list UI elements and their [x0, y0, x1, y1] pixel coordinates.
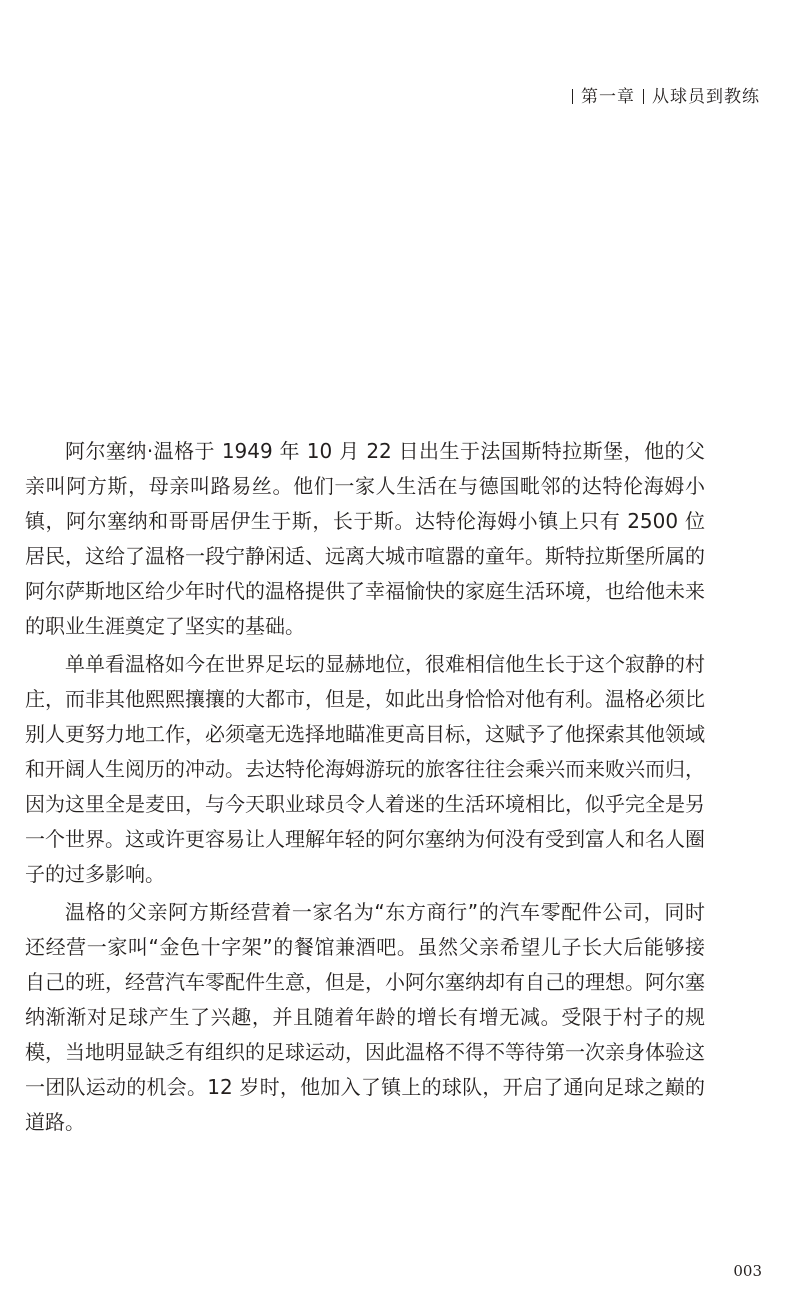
page-number: 003 — [733, 1262, 762, 1280]
header-divider — [643, 89, 644, 104]
running-header — [564, 82, 760, 107]
paragraph: 温格的父亲阿方斯经营着一家名为“东方商行”的汽车零配件公司，同时还经营一家叫“金色十字架”的餐馆兼酒吧。虽然父亲希望儿子长大后能够接自己的班，经营汽车零配件生意，但是，小阿尔塞纳却有自己的理想。阿尔塞纳渐渐对足球产生了兴趣，并且随着年龄的增长有增无减。受限于村子的规模，当地明显缺乏有组织的足球运动，因此温格不得不等待第一次亲身体验这一团队运动的机会。12 岁时，他加入了镇上的球队，开启了通向足球之巅的道路。 — [25, 900, 705, 1134]
chapter-title: 从球员到教练 — [652, 87, 760, 107]
chapter-label: 第一章 — [581, 87, 635, 107]
header-divider — [572, 89, 573, 104]
body-text — [25, 434, 705, 1143]
paragraph: 单单看温格如今在世界足坛的显赫地位，很难相信他生长于这个寂静的村庄，而非其他熙熙攘攘的大都市，但是，如此出身恰恰对他有利。温格必须比别人更努力地工作，必须毫无选择地瞄准更高目标，这赋予了他探索其他领域和开阔人生阅历的冲动。去达特伦海姆游玩的旅客往往会乘兴而来败兴而归，因为这里全是麦田，与今天职业球员令人着迷的生活环境相比，似乎完全是另一个世界。这或许更容易让人理解年轻的阿尔塞纳为何没有受到富人和名人圈子的过多影响。 — [25, 652, 705, 886]
paragraph: 阿尔塞纳·温格于 1949 年 10 月 22 日出生于法国斯特拉斯堡，他的父亲叫阿方斯，母亲叫路易丝。他们一家人生活在与德国毗邻的达特伦海姆小镇，阿尔塞纳和哥哥居伊生于斯，长于斯。达特伦海姆小镇上只有 2500 位居民，这给了温格一段宁静闲适、远离大城市喧嚣的童年。斯特拉斯堡所属的阿尔萨斯地区给少年时代的温格提供了幸福愉快的家庭生活环境，也给他未来的职业生涯奠定了坚实的基础。 — [25, 439, 705, 638]
